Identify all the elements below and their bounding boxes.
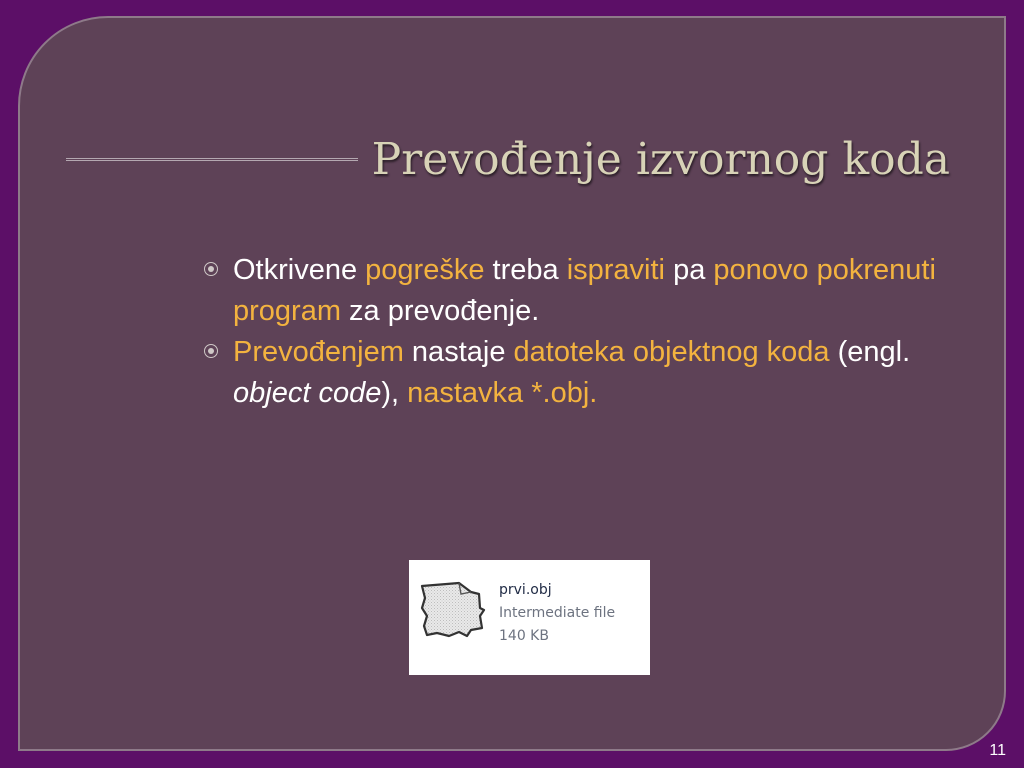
bullet-highlight-segment: Prevođenjem	[233, 336, 404, 368]
page-number: 11	[989, 742, 1006, 759]
generic-file-icon	[419, 578, 493, 642]
bullet-item	[200, 332, 940, 414]
bullet-highlight-segment: pogreške	[365, 254, 485, 286]
bullet-circle-icon	[204, 262, 218, 276]
bullet-circle-icon	[204, 344, 218, 358]
bullet-text-segment: nastaje	[403, 336, 514, 368]
bullet-highlight-segment: nastavka *.obj.	[407, 377, 598, 409]
bullet-text-segment: Otkrivene	[233, 254, 366, 286]
file-name: prvi.obj	[499, 582, 552, 598]
bullet-highlight-segment: ispraviti	[566, 254, 666, 286]
slide-title: Prevođenje izvornog koda	[358, 130, 958, 190]
bullet-list	[200, 250, 940, 414]
bullet-italic-segment: object code	[233, 377, 382, 409]
bullet-text-segment: pa	[665, 254, 714, 286]
bullet-highlight-segment: ponovo pokrenuti program	[233, 254, 936, 327]
bullet-text-segment: ),	[381, 377, 408, 409]
file-type: Intermediate file	[499, 605, 616, 621]
bullet-item	[200, 250, 940, 332]
bullet-highlight-segment: datoteka objektnog koda	[513, 336, 830, 368]
bullet-text-segment: treba	[484, 254, 567, 286]
file-preview	[409, 560, 650, 675]
bullet-text-segment: za prevođenje.	[341, 295, 540, 327]
file-size: 140 KB	[499, 628, 549, 644]
bullet-text-segment: (engl.	[829, 336, 911, 368]
